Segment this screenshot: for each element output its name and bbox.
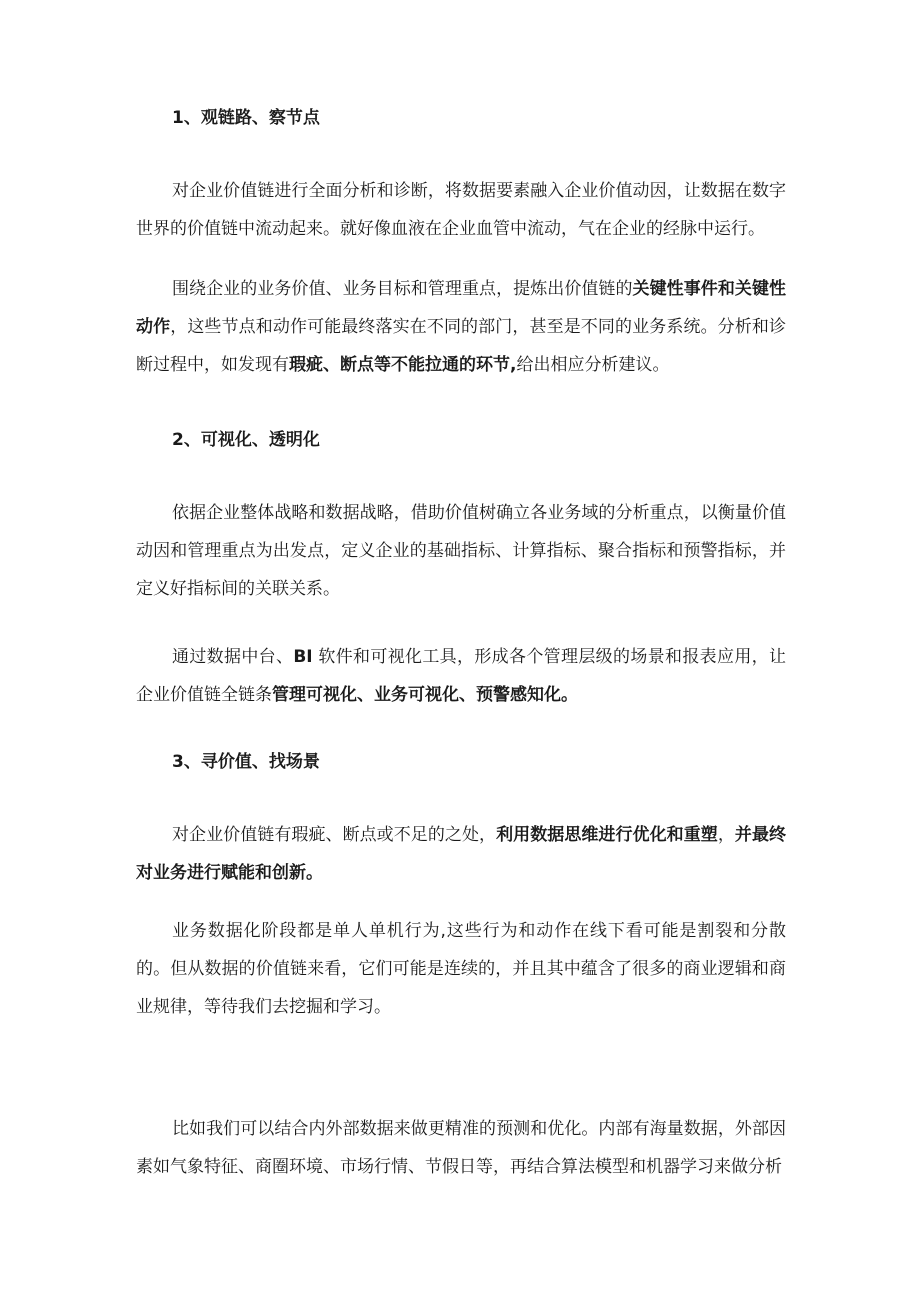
bold-run-1-1-3: 管理可视化、业务可视化、预警感知化。 — [272, 685, 578, 705]
text-run-2-0-2: ， — [717, 825, 735, 845]
text-run-0-1-2: ，这些节点和动作可能最终落实在不同的部门，甚至是不同的业务系统。分析和诊断过程中，如发现有 — [136, 317, 787, 375]
text-run-0-0-0: 对企业价值链进行全面分析和诊断，将数据要素融入企业价值动因，让数据在数字世界的价值链中流动起来。就好像血液在企业血管中流动，气在企业的经脉中运行。 — [136, 181, 786, 239]
paragraph-3-2 — [136, 912, 786, 1026]
text-run-0-1-0: 围绕企业的业务价值、业务目标和管理重点，提炼出价值链的 — [172, 279, 633, 299]
bold-run-1-1-1: BI — [293, 647, 313, 667]
text-run-1-1-0: 通过数据中台、 — [172, 647, 294, 667]
paragraph-3-1 — [136, 816, 786, 892]
text-run-1-1-2: 软件和可视化工具，形成各个管理层级的场景和报表应用，让企业价值链全链条 — [136, 647, 786, 705]
section-heading-2: 2、可视化、透明化 — [172, 430, 320, 450]
section-heading-1: 1、观链路、察节点 — [172, 108, 320, 128]
bold-run-0-1-1: 关键性事件和关键性动作 — [136, 279, 787, 337]
bold-run-0-1-3: 瑕疵、断点等不能拉通的环节, — [289, 355, 517, 375]
paragraph-2-2 — [136, 638, 786, 714]
text-run-1-0-0: 依据企业整体战略和数据战略，借助价值树确立各业务域的分析重点，以衡量价值动因和管理重点为出发点，定义企业的基础指标、计算指标、聚合指标和预警指标，并定义好指标间的关联关系。 — [136, 503, 786, 599]
text-run-2-0-0: 对企业价值链有瑕疵、断点或不足的之处， — [172, 825, 497, 845]
text-run-0-1-4: 给出相应分析建议。 — [516, 355, 670, 375]
bold-run-2-0-1: 利用数据思维进行优化和重塑 — [496, 825, 718, 845]
paragraph-2-1 — [136, 494, 786, 608]
text-run-2-2-0: 比如我们可以结合内外部数据来做更精准的预测和优化。内部有海量数据，外部因素如气象特征、商圈环境、市场行情、节假日等，再结合算法模型和机器学习来做分析 — [136, 1119, 786, 1177]
paragraph-1-1 — [136, 172, 786, 248]
paragraph-1-2 — [136, 270, 786, 384]
section-heading-3: 3、寻价值、找场景 — [172, 752, 320, 772]
bold-run-2-0-3: 并最终对业务进行赋能和创新。 — [136, 825, 787, 883]
paragraph-3-3 — [136, 1110, 786, 1186]
text-run-2-1-0: 业务数据化阶段都是单人单机行为,这些行为和动作在线下看可能是割裂和分散的。但从数据的价值链来看，它们可能是连续的，并且其中蕴含了很多的商业逻辑和商业规律，等待我们去挖掘和学习。 — [136, 921, 786, 1017]
